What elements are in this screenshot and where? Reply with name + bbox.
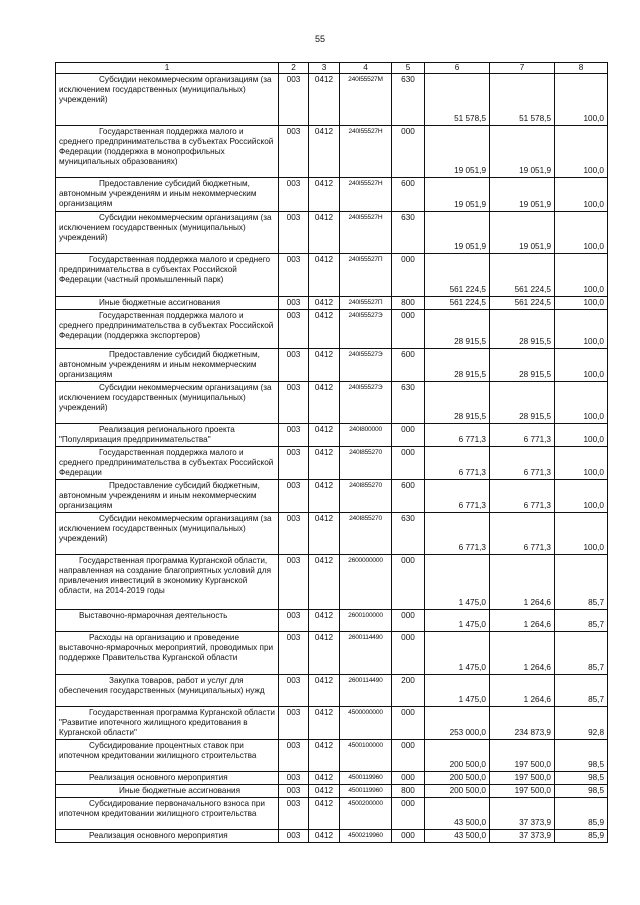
execution-percent: 100,0 — [555, 254, 608, 297]
executed-amount: 6 771,3 — [490, 424, 555, 447]
target-article-code: 240I855270 — [340, 513, 392, 555]
target-article-code: 240I55527Н — [340, 126, 392, 178]
planned-amount: 28 915,5 — [425, 349, 490, 382]
row-name: Предоставление субсидий бюджетным, автономным учреждениям и иным некоммерческим организациям — [56, 178, 279, 212]
column-header: 3 — [309, 63, 340, 74]
executed-amount: 197 500,0 — [490, 785, 555, 798]
executed-amount: 1 264,6 — [490, 632, 555, 675]
table-row — [56, 212, 608, 254]
target-article-code: 240I55527П — [340, 297, 392, 310]
target-article-code: 240I800000 — [340, 424, 392, 447]
expense-type-code: 200 — [392, 675, 425, 707]
planned-amount: 19 051,9 — [425, 178, 490, 212]
expense-type-code: 000 — [392, 830, 425, 843]
executed-amount: 51 578,5 — [490, 74, 555, 126]
section-code: 0412 — [309, 798, 340, 830]
execution-percent: 100,0 — [555, 447, 608, 480]
row-name: Субсидии некоммерческим организациям (за исключением государственных (муниципальных) учреждений) — [56, 382, 279, 424]
section-code: 0412 — [309, 480, 340, 513]
planned-amount: 28 915,5 — [425, 310, 490, 349]
planned-amount: 28 915,5 — [425, 382, 490, 424]
target-article-code: 240I855270 — [340, 480, 392, 513]
table-row — [56, 382, 608, 424]
row-name: Субсидии некоммерческим организациям (за исключением государственных (муниципальных) учреждений) — [56, 212, 279, 254]
section-code: 0412 — [309, 424, 340, 447]
section-code: 0412 — [309, 382, 340, 424]
section-code: 0412 — [309, 310, 340, 349]
planned-amount: 19 051,9 — [425, 212, 490, 254]
executed-amount: 6 771,3 — [490, 513, 555, 555]
executed-amount: 561 224,5 — [490, 254, 555, 297]
ministry-code: 003 — [279, 382, 309, 424]
expense-type-code: 000 — [392, 126, 425, 178]
expense-type-code: 800 — [392, 785, 425, 798]
table-row — [56, 785, 608, 798]
target-article-code: 2600000000 — [340, 555, 392, 610]
row-name: Реализация основного мероприятия — [56, 830, 279, 843]
expense-type-code: 000 — [392, 254, 425, 297]
section-code: 0412 — [309, 772, 340, 785]
planned-amount: 6 771,3 — [425, 447, 490, 480]
planned-amount: 200 500,0 — [425, 740, 490, 772]
section-code: 0412 — [309, 830, 340, 843]
expense-type-code: 000 — [392, 555, 425, 610]
table-row — [56, 74, 608, 126]
executed-amount: 234 873,9 — [490, 707, 555, 740]
ministry-code: 003 — [279, 675, 309, 707]
expense-type-code: 000 — [392, 424, 425, 447]
row-name: Государственная поддержка малого и среднего предпринимательства в субъектах Российской Федерации (поддержка экспортеров) — [56, 310, 279, 349]
table-row — [56, 447, 608, 480]
expense-type-code: 000 — [392, 447, 425, 480]
expense-type-code: 000 — [392, 772, 425, 785]
expense-type-code: 600 — [392, 178, 425, 212]
table-row — [56, 740, 608, 772]
executed-amount: 6 771,3 — [490, 480, 555, 513]
table-row — [56, 480, 608, 513]
execution-percent: 85,9 — [555, 798, 608, 830]
planned-amount: 1 475,0 — [425, 675, 490, 707]
table-row — [56, 707, 608, 740]
column-header: 5 — [392, 63, 425, 74]
table-row — [56, 126, 608, 178]
execution-percent: 100,0 — [555, 349, 608, 382]
execution-percent: 85,7 — [555, 675, 608, 707]
section-code: 0412 — [309, 555, 340, 610]
ministry-code: 003 — [279, 798, 309, 830]
section-code: 0412 — [309, 74, 340, 126]
executed-amount: 37 373,9 — [490, 798, 555, 830]
execution-percent: 100,0 — [555, 310, 608, 349]
ministry-code: 003 — [279, 772, 309, 785]
table-row — [56, 297, 608, 310]
execution-percent: 85,7 — [555, 632, 608, 675]
executed-amount: 197 500,0 — [490, 740, 555, 772]
row-name: Государственная поддержка малого и среднего предпринимательства в субъектах Российской Федерации (поддержка в монопрофильных муниципальных образованиях) — [56, 126, 279, 178]
planned-amount: 200 500,0 — [425, 785, 490, 798]
target-article-code: 2600100000 — [340, 610, 392, 632]
target-article-code: 4500100000 — [340, 740, 392, 772]
column-header: 4 — [340, 63, 392, 74]
executed-amount: 6 771,3 — [490, 447, 555, 480]
target-article-code: 240I55527П — [340, 254, 392, 297]
section-code: 0412 — [309, 785, 340, 798]
row-name: Иные бюджетные ассигнования — [56, 785, 279, 798]
executed-amount: 19 051,9 — [490, 126, 555, 178]
section-code: 0412 — [309, 254, 340, 297]
ministry-code: 003 — [279, 632, 309, 675]
execution-percent: 100,0 — [555, 513, 608, 555]
target-article-code: 4500219960 — [340, 830, 392, 843]
section-code: 0412 — [309, 126, 340, 178]
executed-amount: 197 500,0 — [490, 772, 555, 785]
planned-amount: 1 475,0 — [425, 632, 490, 675]
target-article-code: 240I55527Н — [340, 212, 392, 254]
expense-type-code: 800 — [392, 297, 425, 310]
target-article-code: 2600114490 — [340, 675, 392, 707]
table-row — [56, 513, 608, 555]
executed-amount: 28 915,5 — [490, 349, 555, 382]
ministry-code: 003 — [279, 424, 309, 447]
row-name: Расходы на организацию и проведение выставочно-ярмарочных мероприятий, проводимых при поддержке Правительства Курганской области — [56, 632, 279, 675]
row-name: Субсидирование первоначального взноса при ипотечном кредитовании жилищного строительства — [56, 798, 279, 830]
section-code: 0412 — [309, 447, 340, 480]
planned-amount: 6 771,3 — [425, 424, 490, 447]
executed-amount: 19 051,9 — [490, 178, 555, 212]
page-number: 55 — [314, 34, 325, 44]
expense-type-code: 000 — [392, 798, 425, 830]
row-name: Реализация регионального проекта "Популяризация предпринимательства" — [56, 424, 279, 447]
target-article-code: 240I55527M — [340, 74, 392, 126]
target-article-code: 240I855270 — [340, 447, 392, 480]
section-code: 0412 — [309, 740, 340, 772]
expense-type-code: 630 — [392, 513, 425, 555]
section-code: 0412 — [309, 632, 340, 675]
row-name: Предоставление субсидий бюджетным, автономным учреждениям и иным некоммерческим организациям — [56, 480, 279, 513]
expense-type-code: 600 — [392, 480, 425, 513]
ministry-code: 003 — [279, 126, 309, 178]
planned-amount: 51 578,5 — [425, 74, 490, 126]
table-row — [56, 632, 608, 675]
ministry-code: 003 — [279, 480, 309, 513]
planned-amount: 253 000,0 — [425, 707, 490, 740]
execution-percent: 100,0 — [555, 424, 608, 447]
executed-amount: 1 264,6 — [490, 675, 555, 707]
ministry-code: 003 — [279, 447, 309, 480]
planned-amount: 43 500,0 — [425, 830, 490, 843]
table-row — [56, 178, 608, 212]
executed-amount: 37 373,9 — [490, 830, 555, 843]
table-row — [56, 798, 608, 830]
row-name: Выставочно-ярмарочная деятельность — [56, 610, 279, 632]
table-row — [56, 772, 608, 785]
planned-amount: 561 224,5 — [425, 297, 490, 310]
execution-percent: 85,7 — [555, 610, 608, 632]
executed-amount: 28 915,5 — [490, 382, 555, 424]
section-code: 0412 — [309, 707, 340, 740]
section-code: 0412 — [309, 178, 340, 212]
ministry-code: 003 — [279, 74, 309, 126]
ministry-code: 003 — [279, 297, 309, 310]
row-name: Государственная программа Курганской области "Развитие ипотечного жилищного кредитования в Курганской области" — [56, 707, 279, 740]
expense-type-code: 630 — [392, 212, 425, 254]
expense-type-code: 000 — [392, 610, 425, 632]
row-name: Субсидии некоммерческим организациям (за исключением государственных (муниципальных) учреждений) — [56, 513, 279, 555]
expense-type-code: 000 — [392, 632, 425, 675]
ministry-code: 003 — [279, 555, 309, 610]
ministry-code: 003 — [279, 310, 309, 349]
column-header: 8 — [555, 63, 608, 74]
target-article-code: 4500119960 — [340, 772, 392, 785]
row-name: Иные бюджетные ассигнования — [56, 297, 279, 310]
planned-amount: 19 051,9 — [425, 126, 490, 178]
expense-type-code: 630 — [392, 382, 425, 424]
target-article-code: 4500000000 — [340, 707, 392, 740]
row-name: Реализация основного мероприятия — [56, 772, 279, 785]
ministry-code: 003 — [279, 513, 309, 555]
row-name: Субсидирование процентных ставок при ипотечном кредитовании жилищного строительства — [56, 740, 279, 772]
section-code: 0412 — [309, 610, 340, 632]
section-code: 0412 — [309, 513, 340, 555]
section-code: 0412 — [309, 297, 340, 310]
row-name: Государственная программа Курганской области, направленная на создание благоприятных условий для привлечения инвестиций в экономику Курганской области, на 2014-2019 годы — [56, 555, 279, 610]
target-article-code: 2600114490 — [340, 632, 392, 675]
table-body — [56, 74, 608, 843]
planned-amount: 6 771,3 — [425, 480, 490, 513]
row-name: Предоставление субсидий бюджетным, автономным учреждениям и иным некоммерческим организациям — [56, 349, 279, 382]
planned-amount: 561 224,5 — [425, 254, 490, 297]
target-article-code: 4500119960 — [340, 785, 392, 798]
ministry-code: 003 — [279, 785, 309, 798]
target-article-code: 240I55527Э — [340, 349, 392, 382]
ministry-code: 003 — [279, 707, 309, 740]
expense-type-code: 000 — [392, 310, 425, 349]
execution-percent: 100,0 — [555, 382, 608, 424]
ministry-code: 003 — [279, 212, 309, 254]
section-code: 0412 — [309, 349, 340, 382]
budget-table — [55, 62, 608, 843]
executed-amount: 561 224,5 — [490, 297, 555, 310]
column-header: 2 — [279, 63, 309, 74]
row-name: Закупка товаров, работ и услуг для обеспечения государственных (муниципальных) нужд — [56, 675, 279, 707]
table-row — [56, 555, 608, 610]
expense-type-code: 000 — [392, 740, 425, 772]
execution-percent: 100,0 — [555, 74, 608, 126]
executed-amount: 19 051,9 — [490, 212, 555, 254]
execution-percent: 100,0 — [555, 480, 608, 513]
header-row — [56, 63, 608, 74]
execution-percent: 100,0 — [555, 126, 608, 178]
column-header: 6 — [425, 63, 490, 74]
planned-amount: 6 771,3 — [425, 513, 490, 555]
executed-amount: 28 915,5 — [490, 310, 555, 349]
ministry-code: 003 — [279, 254, 309, 297]
planned-amount: 200 500,0 — [425, 772, 490, 785]
planned-amount: 43 500,0 — [425, 798, 490, 830]
table-row — [56, 610, 608, 632]
row-name: Субсидии некоммерческим организациям (за исключением государственных (муниципальных) учреждений) — [56, 74, 279, 126]
target-article-code: 4500200000 — [340, 798, 392, 830]
expense-type-code: 000 — [392, 707, 425, 740]
section-code: 0412 — [309, 675, 340, 707]
execution-percent: 85,7 — [555, 555, 608, 610]
ministry-code: 003 — [279, 610, 309, 632]
column-header: 1 — [56, 63, 279, 74]
ministry-code: 003 — [279, 178, 309, 212]
executed-amount: 1 264,6 — [490, 610, 555, 632]
row-name: Государственная поддержка малого и среднего предпринимательства в субъектах Российской Федерации (частный промышленный парк) — [56, 254, 279, 297]
table-row — [56, 830, 608, 843]
table-row — [56, 310, 608, 349]
execution-percent: 98,5 — [555, 772, 608, 785]
ministry-code: 003 — [279, 740, 309, 772]
expense-type-code: 600 — [392, 349, 425, 382]
ministry-code: 003 — [279, 830, 309, 843]
execution-percent: 100,0 — [555, 297, 608, 310]
section-code: 0412 — [309, 212, 340, 254]
ministry-code: 003 — [279, 349, 309, 382]
executed-amount: 1 264,6 — [490, 555, 555, 610]
table-row — [56, 424, 608, 447]
expense-type-code: 630 — [392, 74, 425, 126]
execution-percent: 92,8 — [555, 707, 608, 740]
column-header: 7 — [490, 63, 555, 74]
execution-percent: 100,0 — [555, 212, 608, 254]
target-article-code: 240I55527Э — [340, 382, 392, 424]
planned-amount: 1 475,0 — [425, 610, 490, 632]
execution-percent: 98,5 — [555, 785, 608, 798]
target-article-code: 240I55527Э — [340, 310, 392, 349]
table-row — [56, 675, 608, 707]
execution-percent: 98,5 — [555, 740, 608, 772]
target-article-code: 240I55527Н — [340, 178, 392, 212]
planned-amount: 1 475,0 — [425, 555, 490, 610]
table-row — [56, 349, 608, 382]
execution-percent: 85,9 — [555, 830, 608, 843]
table-row — [56, 254, 608, 297]
row-name: Государственная поддержка малого и среднего предпринимательства в субъектах Российской Федерации — [56, 447, 279, 480]
execution-percent: 100,0 — [555, 178, 608, 212]
